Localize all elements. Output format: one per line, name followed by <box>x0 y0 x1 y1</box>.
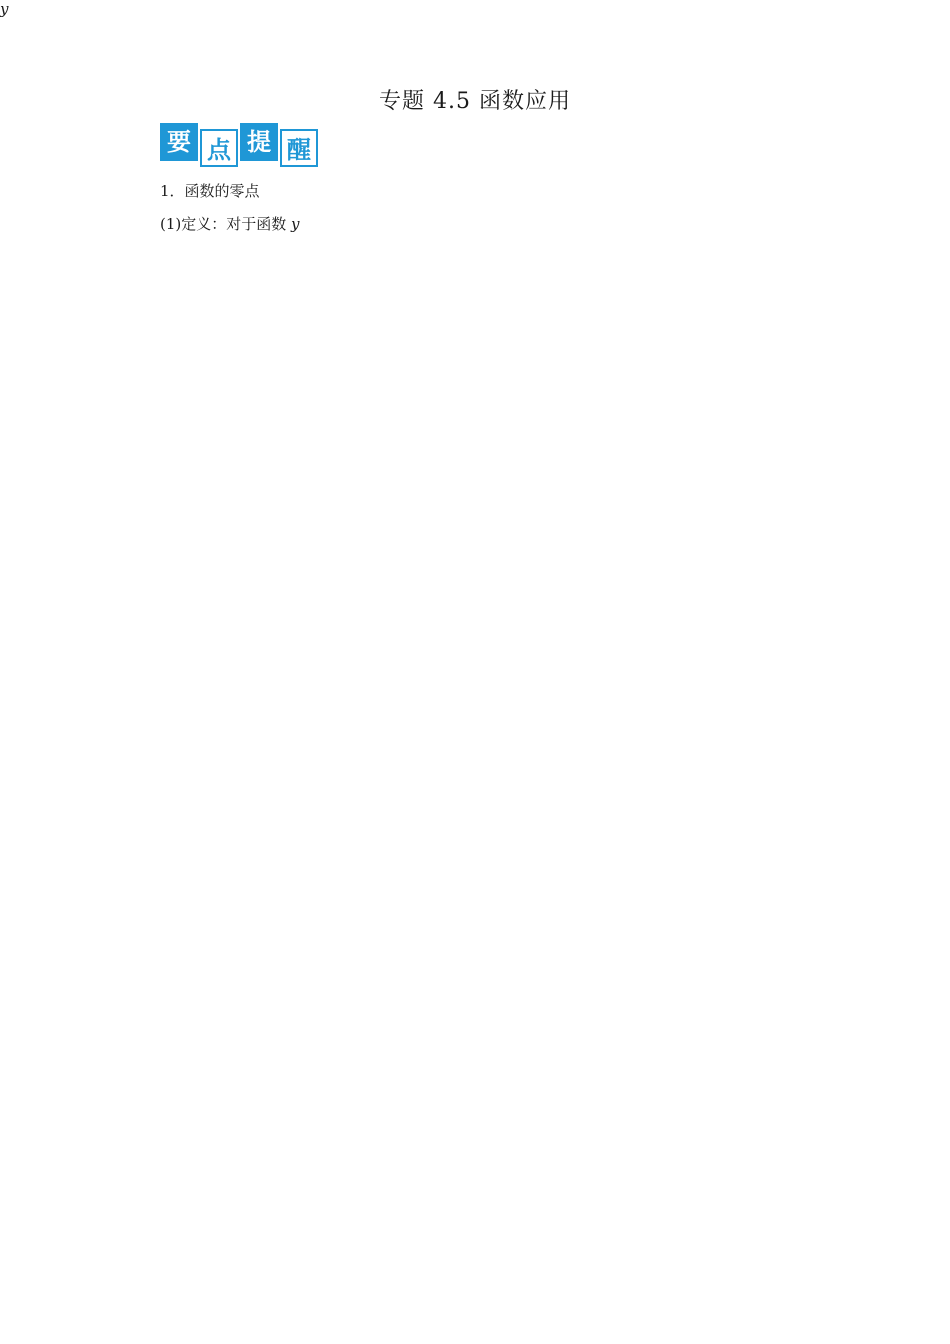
badge-char-1: 要 <box>160 123 198 161</box>
badge-char-2: 点 <box>200 129 238 167</box>
section1-heading: 1．函数的零点 <box>160 182 260 200</box>
page-title: 专题 4.5 函数应用 <box>379 89 571 114</box>
section1-definition: (1)定义：对于函数 y <box>160 215 300 233</box>
key-points-badge <box>160 123 330 167</box>
badge-char-4: 醒 <box>280 129 318 167</box>
badge-char-3: 提 <box>240 123 278 161</box>
